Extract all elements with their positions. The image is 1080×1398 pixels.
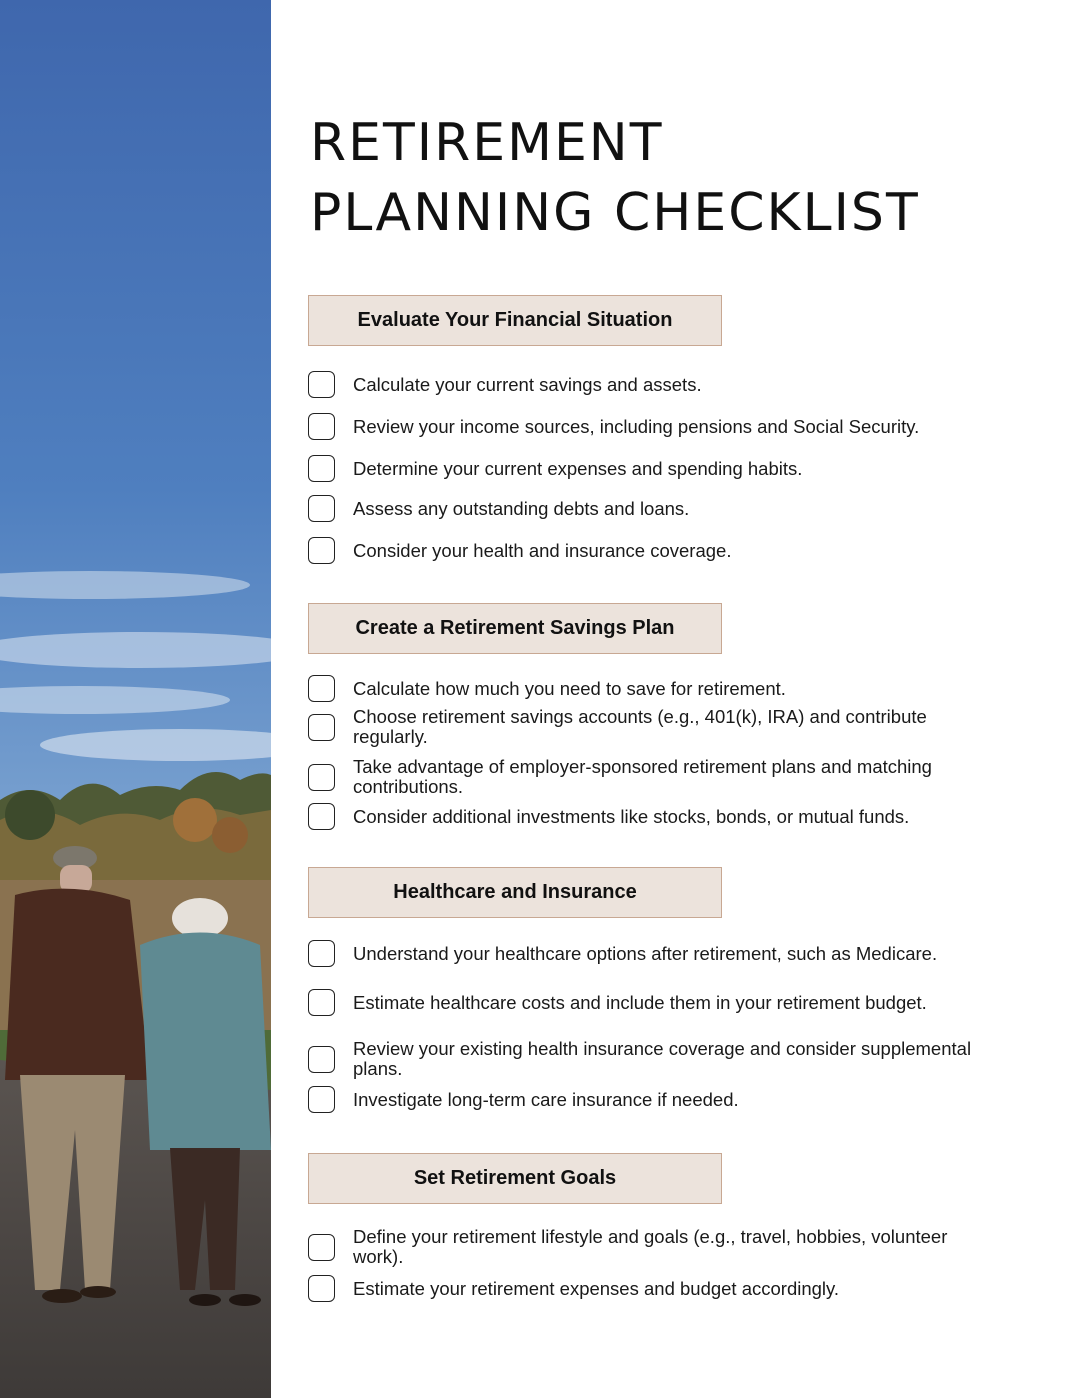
page-title [310, 108, 920, 248]
checklist-item[interactable] [308, 1227, 1008, 1267]
checklist-item-label: Choose retirement savings accounts (e.g., 401(k), IRA) and contribute regularly. [353, 706, 927, 747]
checklist-item-label: Review your existing health insurance coverage and consider supplemental plans. [353, 1038, 972, 1079]
checklist-item-label: Calculate how much you need to save for retirement. [353, 677, 786, 699]
checkbox[interactable] [308, 371, 335, 398]
checkbox[interactable] [308, 803, 335, 830]
checklist-item[interactable] [308, 537, 1008, 564]
checkbox[interactable] [308, 940, 335, 967]
couple-walking-illustration [0, 0, 271, 1398]
checklist-item[interactable] [308, 495, 1008, 522]
checklist-item-label: Consider your health and insurance coverage. [353, 539, 732, 561]
checklist-item-label: Take advantage of employer-sponsored retirement plans and matching contributions. [353, 756, 932, 797]
checkbox[interactable] [308, 764, 335, 791]
checkbox[interactable] [308, 537, 335, 564]
checklist-item[interactable] [308, 707, 1008, 747]
checklist-item-label: Consider additional investments like stocks, bonds, or mutual funds. [353, 805, 910, 827]
checkbox[interactable] [308, 989, 335, 1016]
checkbox[interactable] [308, 455, 335, 482]
section-heading-financial: Evaluate Your Financial Situation [308, 295, 722, 346]
checklist-item[interactable] [308, 1275, 1008, 1302]
checklist-item[interactable] [308, 1086, 1008, 1113]
checklist-item[interactable] [308, 757, 1008, 797]
section-heading-savings-plan: Create a Retirement Savings Plan [308, 603, 722, 654]
checkbox[interactable] [308, 714, 335, 741]
checklist-item[interactable] [308, 1039, 1008, 1079]
cover-photo [0, 0, 271, 1398]
checklist-item-label: Understand your healthcare options after retirement, such as Medicare. [353, 942, 938, 964]
checkbox[interactable] [308, 1234, 335, 1261]
page-title-line2: PLANNING CHECKLIST [310, 183, 920, 243]
checklist-item-label: Estimate healthcare costs and include them in your retirement budget. [353, 991, 927, 1013]
section-heading-goals: Set Retirement Goals [308, 1153, 722, 1204]
checkbox[interactable] [308, 675, 335, 702]
page-title-line1: RETIREMENT [310, 113, 664, 173]
checklist-item-label: Estimate your retirement expenses and budget accordingly. [353, 1277, 840, 1299]
checklist-item[interactable] [308, 940, 1008, 967]
checklist-item[interactable] [308, 989, 1008, 1016]
checklist-item[interactable] [308, 413, 1008, 440]
checklist-item-label: Define your retirement lifestyle and goals (e.g., travel, hobbies, volunteer work). [353, 1226, 948, 1267]
checklist-item[interactable] [308, 455, 1008, 482]
checklist-item[interactable] [308, 803, 1008, 830]
checklist-item[interactable] [308, 371, 1008, 398]
checklist-item[interactable] [308, 675, 1008, 702]
checkbox[interactable] [308, 1086, 335, 1113]
checklist-item-label: Review your income sources, including pensions and Social Security. [353, 415, 920, 437]
checklist-item-label: Investigate long-term care insurance if needed. [353, 1088, 739, 1110]
checkbox[interactable] [308, 495, 335, 522]
checkbox[interactable] [308, 413, 335, 440]
checkbox[interactable] [308, 1275, 335, 1302]
checklist-item-label: Assess any outstanding debts and loans. [353, 497, 690, 519]
checkbox[interactable] [308, 1046, 335, 1073]
section-heading-healthcare: Healthcare and Insurance [308, 867, 722, 918]
checklist-item-label: Determine your current expenses and spending habits. [353, 457, 803, 479]
checklist-item-label: Calculate your current savings and assets. [353, 373, 702, 395]
